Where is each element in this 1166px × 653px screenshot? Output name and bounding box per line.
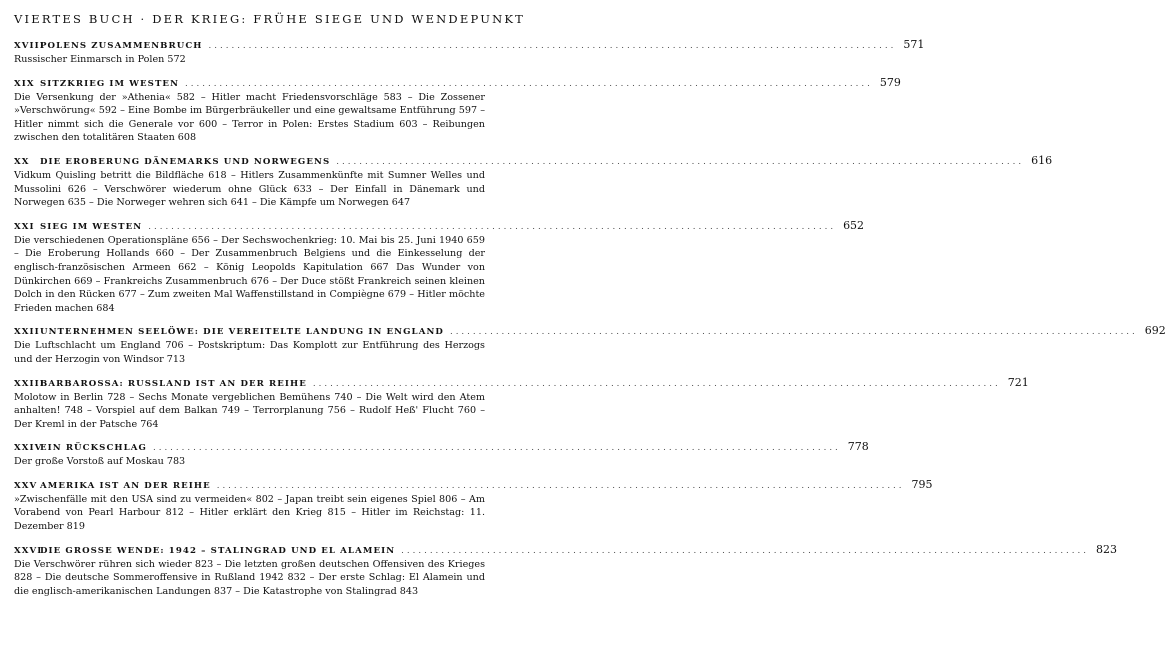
chapter-22 bbox=[14, 324, 1166, 366]
chapter-description: Die Versenkung der »Athenia« 582 – Hitler macht Friedensvorschläge 583 – Die Zossener »Verschwörung« 592 – Eine Bombe im Bürgerbräukeller und eine gewaltsame Entführung 597 – Hitler nimmt sich die Generale vor 600 – Terror in Polen: Erstes Stadium 603 – Reibungen zwischen den totalitären Staaten 608 bbox=[14, 91, 485, 144]
chapter-description: Molotow in Berlin 728 – Sechs Monate vergeblichen Bemühens 740 – Die Welt wird den Atem anhalten! 748 – Vorspiel auf dem Balkan 749 – Terrorplanung 756 – Rudolf Heß' Flucht 760 – Der Kreml in der Patsche 764 bbox=[14, 391, 485, 430]
chapter-description: Die Luftschlacht um England 706 – Postskriptum: Das Komplott zur Entführung des Herzogs und der Herzogin von Windsor 713 bbox=[14, 340, 485, 365]
chapter-heading bbox=[14, 440, 869, 454]
dot-leader: ........................................................................................................................ bbox=[449, 327, 1138, 338]
chapter-page: 721 bbox=[1007, 375, 1029, 389]
dot-leader: ........................................................................................................................ bbox=[336, 156, 1025, 167]
chapter-description: Die verschiedenen Operationspläne 656 – Der Sechswochenkrieg: 10. Mai bis 25. Juni 1940 659 – Die Eroberung Hollands 660 – Der Zusammenbruch Belgiens und die Einkesselung der englisch-französischen Armeen 662 – König Leopolds Kapitulation 667 Das Wunder von Dünkirchen 669 – Frankreichs Zusammenbruch 676 – Der Duce stößt Frankreich seinen kleinen Dolch in den Rücken 677 – Zum zweiten Mal Waffenstillstand in Compiègne 679 – Hitler möchte Frieden machen 684 bbox=[14, 234, 485, 314]
chapter-page: 692 bbox=[1144, 324, 1166, 338]
chapter-page: 571 bbox=[903, 38, 925, 51]
chapter-26 bbox=[14, 542, 1117, 599]
chapter-title: POLENS ZUSAMMENBRUCH bbox=[40, 41, 203, 51]
chapter-heading bbox=[14, 218, 865, 233]
chapter-heading bbox=[14, 324, 1166, 338]
chapter-heading bbox=[14, 38, 925, 52]
chapter-heading bbox=[14, 542, 1117, 557]
chapter-number: XVIII bbox=[14, 41, 45, 51]
dot-leader: ........................................................................................................................ bbox=[148, 221, 837, 232]
chapter-heading bbox=[14, 375, 1029, 390]
chapter-title: DIE GROSSE WENDE: 1942 – STALINGRAD UND EL ALAMEIN bbox=[40, 545, 396, 556]
chapter-24 bbox=[14, 440, 869, 469]
chapter-title: SIEG IM WESTEN bbox=[40, 221, 143, 232]
chapter-number: XXII bbox=[14, 327, 40, 338]
chapter-number: XX bbox=[14, 156, 30, 167]
dot-leader: ........................................................................................................................ bbox=[208, 41, 897, 51]
chapter-number: XXV bbox=[14, 480, 38, 491]
chapter-description: Vidkum Quisling betritt die Bildfläche 618 – Hitlers Zusammenkünfte mit Sumner Welles und Mussolini 626 – Verschwörer wiederum ohne Glück 633 – Der Einfall in Dänemark und Norwegen 635 – Die Norweger wehren sich 641 – Die Kämpfe um Norwegen 647 bbox=[14, 169, 485, 209]
book-title: VIERTES BUCH · DER KRIEG: FRÜHE SIEGE UND WENDEPUNKT bbox=[14, 12, 526, 26]
chapter-page: 778 bbox=[847, 440, 869, 454]
chapter-heading bbox=[14, 75, 901, 90]
chapter-description: Die Verschwörer rühren sich wieder 823 – Die letzten großen deutschen Offensiven des Krieges 828 – Die deutsche Sommeroffensive in Rußland 1942 832 – Der erste Schlag: El Alamein und die englisch-amerikanischen Landungen 837 – Die Katastrophe von Stalingrad 843 bbox=[14, 558, 485, 597]
chapter-description: »Zwischenfälle mit den USA sind zu vermeiden« 802 – Japan treibt sein eigenes Spiel 806 – Am Vorabend von Pearl Harbour 812 – Hitler erklärt den Krieg 815 – Hitler im Reichstag: 11. Dezember 819 bbox=[14, 493, 485, 533]
chapter-number: XXVI bbox=[14, 545, 43, 556]
chapter-heading bbox=[14, 477, 933, 492]
chapter-title: BARBAROSSA: RUSSLAND IST AN DER REIHE bbox=[40, 378, 307, 389]
chapter-page: 795 bbox=[911, 477, 933, 491]
chapter-title: AMERIKA IST AN DER REIHE bbox=[40, 480, 211, 491]
chapter-25 bbox=[14, 477, 933, 534]
dot-leader: ........................................................................................................................ bbox=[401, 545, 1089, 556]
chapter-title: DIE EROBERUNG DÄNEMARKS UND NORWEGENS bbox=[40, 156, 331, 167]
chapter-description: Der große Vorstoß auf Moskau 783 bbox=[14, 456, 186, 468]
chapter-page: 652 bbox=[843, 218, 865, 232]
chapter-19 bbox=[14, 75, 901, 145]
chapter-number: XXIII bbox=[14, 378, 45, 389]
chapter-number: XXI bbox=[14, 221, 35, 232]
chapter-number: XXIV bbox=[14, 443, 43, 454]
chapter-page: 823 bbox=[1095, 542, 1117, 556]
chapter-title: UNTERNEHMEN SEELÖWE: DIE VEREITELTE LANDUNG IN ENGLAND bbox=[40, 327, 444, 338]
chapter-title: EIN RÜCKSCHLAG bbox=[40, 443, 147, 454]
chapter-21 bbox=[14, 218, 865, 316]
chapter-20 bbox=[14, 153, 1053, 210]
dot-leader: ........................................................................................................................ bbox=[152, 443, 841, 454]
chapter-18 bbox=[14, 38, 925, 67]
dot-leader: ........................................................................................................................ bbox=[185, 78, 873, 89]
chapter-page: 579 bbox=[879, 75, 901, 89]
chapter-number: XIX bbox=[14, 78, 35, 89]
chapter-page: 616 bbox=[1031, 153, 1053, 167]
dot-leader: ........................................................................................................................ bbox=[312, 378, 1001, 389]
dot-leader: ........................................................................................................................ bbox=[216, 480, 905, 491]
chapter-heading bbox=[14, 153, 1053, 168]
chapter-description: Russischer Einmarsch in Polen 572 bbox=[14, 54, 186, 65]
chapter-title: SITZKRIEG IM WESTEN bbox=[40, 78, 180, 89]
chapter-23 bbox=[14, 375, 1029, 432]
